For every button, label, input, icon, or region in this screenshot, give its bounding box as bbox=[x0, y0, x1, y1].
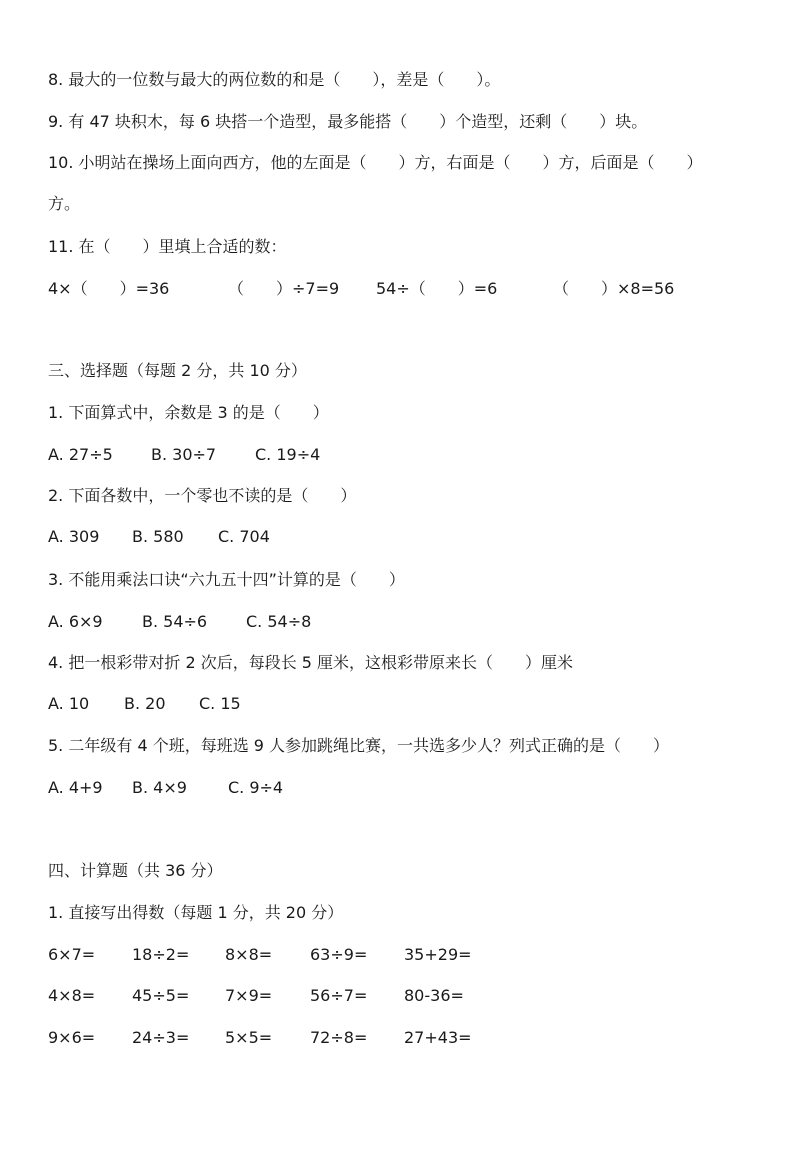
calc-item: 35+29= bbox=[404, 945, 472, 964]
question-10-line2: 方。 bbox=[48, 194, 81, 213]
calc-item: 5×5= bbox=[225, 1028, 273, 1047]
choice-q2-option-c: C. 704 bbox=[218, 527, 270, 546]
calc-item: 18÷2= bbox=[132, 945, 190, 964]
calc-item: 9×6= bbox=[48, 1028, 96, 1047]
choice-section-heading: 三、选择题（每题 2 分，共 10 分） bbox=[48, 361, 307, 380]
calc-item: 6×7= bbox=[48, 945, 96, 964]
calc-item: 56÷7= bbox=[310, 986, 368, 1005]
q11-item-3: 54÷（ ）=6 bbox=[376, 279, 498, 298]
choice-q3-option-b: B. 54÷6 bbox=[142, 612, 208, 631]
choice-q2-option-a: A. 309 bbox=[48, 527, 100, 546]
choice-q1-stem: 1. 下面算式中，余数是 3 的是（ ） bbox=[48, 403, 329, 422]
choice-q4-option-a: A. 10 bbox=[48, 694, 90, 713]
question-11: 11. 在（ ）里填上合适的数： bbox=[48, 237, 287, 256]
calc-sub1-heading: 1. 直接写出得数（每题 1 分，共 20 分） bbox=[48, 903, 344, 922]
calc-item: 8×8= bbox=[225, 945, 273, 964]
choice-q4-option-b: B. 20 bbox=[124, 694, 166, 713]
q11-item-1: 4×（ ）=36 bbox=[48, 279, 170, 298]
calc-item: 72÷8= bbox=[310, 1028, 368, 1047]
choice-q5-option-c: C. 9÷4 bbox=[228, 778, 284, 797]
choice-q5-stem: 5. 二年级有 4 个班，每班选 9 人参加跳绳比赛，一共选多少人？列式正确的是（ ） bbox=[48, 736, 670, 755]
choice-q3-option-a: A. 6×9 bbox=[48, 612, 103, 631]
choice-q4-option-c: C. 15 bbox=[199, 694, 241, 713]
calc-item: 7×9= bbox=[225, 986, 273, 1005]
calc-section-heading: 四、计算题（共 36 分） bbox=[48, 861, 223, 880]
question-8: 8. 最大的一位数与最大的两位数的和是（ ），差是（ ）。 bbox=[48, 70, 501, 89]
choice-q3-option-c: C. 54÷8 bbox=[246, 612, 312, 631]
calc-item: 24÷3= bbox=[132, 1028, 190, 1047]
choice-q4-stem: 4. 把一根彩带对折 2 次后，每段长 5 厘米，这根彩带原来长（ ）厘米 bbox=[48, 653, 574, 672]
choice-q3-stem: 3. 不能用乘法口诀“六九五十四”计算的是（ ） bbox=[48, 570, 405, 589]
calc-item: 45÷5= bbox=[132, 986, 190, 1005]
calc-item: 80-36= bbox=[404, 986, 464, 1005]
choice-q2-stem: 2. 下面各数中，一个零也不读的是（ ） bbox=[48, 486, 357, 505]
calc-item: 27+43= bbox=[404, 1028, 472, 1047]
choice-q1-option-a: A. 27÷5 bbox=[48, 445, 113, 464]
choice-q2-option-b: B. 580 bbox=[132, 527, 184, 546]
calc-item: 4×8= bbox=[48, 986, 96, 1005]
choice-q1-option-b: B. 30÷7 bbox=[151, 445, 217, 464]
q11-item-2: （ ）÷7=9 bbox=[228, 279, 340, 298]
question-10-line1: 10. 小明站在操场上面向西方，他的左面是（ ）方，右面是（ ）方，后面是（ ） bbox=[48, 153, 703, 172]
q11-item-4: （ ）×8=56 bbox=[553, 279, 675, 298]
calc-row-3 bbox=[48, 1028, 472, 1168]
question-9: 9. 有 47 块积木，每 6 块搭一个造型，最多能搭（ ）个造型，还剩（ ）块。 bbox=[48, 112, 648, 131]
choice-q5-option-a: A. 4+9 bbox=[48, 778, 103, 797]
choice-q5-option-b: B. 4×9 bbox=[132, 778, 187, 797]
calc-item: 63÷9= bbox=[310, 945, 368, 964]
choice-q1-option-c: C. 19÷4 bbox=[255, 445, 321, 464]
